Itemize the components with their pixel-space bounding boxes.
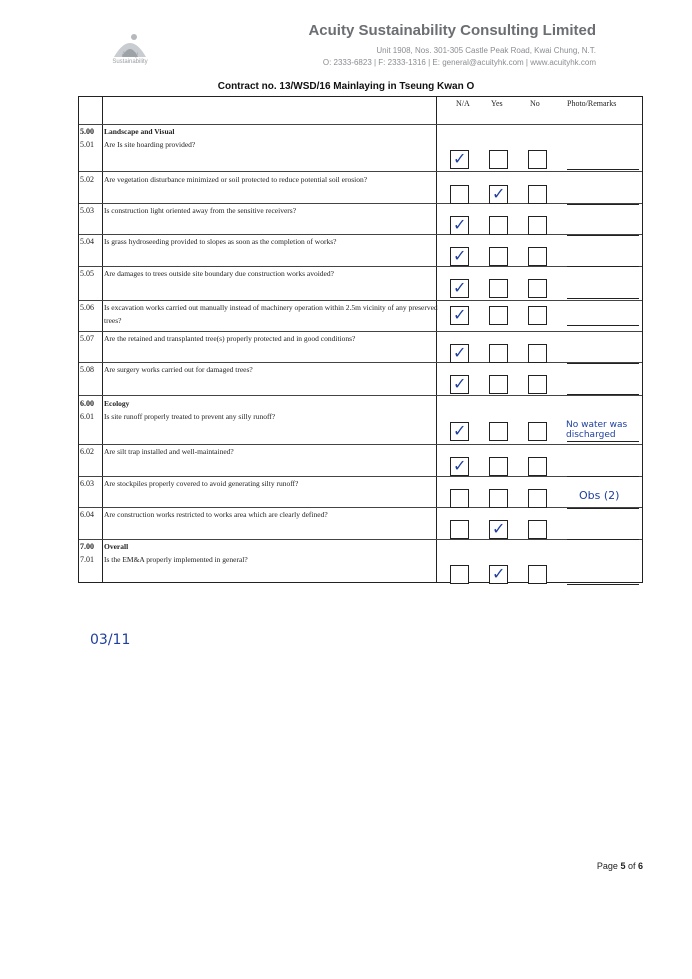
checkbox-no[interactable] [528, 247, 547, 266]
checkbox-na[interactable] [450, 565, 469, 584]
tick-mark-icon: ✓ [453, 456, 467, 475]
item-number: 7.01 [80, 555, 94, 564]
section-heading: Landscape and Visual [104, 127, 175, 136]
logo-text: Acuity Sustainability [112, 52, 148, 65]
checkbox-na[interactable] [450, 520, 469, 539]
item-question: Is the EM&A properly implemented in general? [104, 555, 248, 564]
checkbox-yes[interactable] [489, 375, 508, 394]
checkbox-no[interactable] [528, 185, 547, 204]
checkbox-yes[interactable] [489, 422, 508, 441]
tick-mark-icon: ✓ [453, 421, 467, 440]
item-question: Is site runoff properly treated to prevent any silly runoff? [104, 412, 276, 421]
checkbox-no[interactable] [528, 375, 547, 394]
checkbox-no[interactable] [528, 306, 547, 325]
remarks-line [567, 266, 639, 267]
item-question: Is construction light oriented away from the sensitive receivers? [104, 206, 297, 215]
tick-mark-icon: ✓ [453, 278, 467, 297]
col-divider [102, 97, 103, 582]
section-heading: Ecology [104, 399, 130, 408]
company-address: Unit 1908, Nos. 301-305 Castle Peak Road, Kwai Chung, N.T. [376, 46, 596, 55]
item-number: 5.01 [80, 140, 94, 149]
item-number: 5.04 [80, 237, 94, 246]
remarks-line [567, 441, 639, 442]
checkbox-no[interactable] [528, 216, 547, 235]
header-na: N/A [456, 99, 470, 108]
item-number: 5.07 [80, 334, 94, 343]
item-number: 5.08 [80, 365, 94, 374]
item-question: Are damages to trees outside site boundary due construction works avoided? [104, 269, 334, 278]
company-contact: O: 2333-6823 | F: 2333-1316 | E: general@acuityhk.com | www.acuityhk.com [322, 58, 596, 67]
checkbox-yes[interactable] [489, 150, 508, 169]
remarks-line [567, 325, 639, 326]
item-number: 6.00 [80, 399, 94, 408]
tick-mark-icon: ✓ [492, 184, 506, 203]
remarks-line [567, 539, 639, 540]
item-number: 5.05 [80, 269, 94, 278]
tick-mark-icon: ✓ [492, 564, 506, 583]
page-number: Page 5 of 6 [596, 861, 643, 871]
header-remarks: Photo/Remarks [567, 99, 617, 108]
row-divider [79, 395, 642, 396]
remarks-line [567, 204, 639, 205]
item-number: 5.00 [80, 127, 94, 136]
header-no: No [530, 99, 540, 108]
item-number: 6.02 [80, 447, 94, 456]
remarks-line [567, 508, 639, 509]
item-number: 6.01 [80, 412, 94, 421]
contract-title: Contract no. 13/WSD/16 Mainlaying in Tseung Kwan O [217, 81, 475, 92]
checkbox-no[interactable] [528, 150, 547, 169]
checkbox-na[interactable] [450, 489, 469, 508]
remarks-line [567, 235, 639, 236]
checkbox-yes[interactable] [489, 344, 508, 363]
item-number: 6.04 [80, 510, 94, 519]
handwritten-remark: Obs (2) [579, 489, 620, 502]
checkbox-yes[interactable] [489, 216, 508, 235]
checkbox-yes[interactable] [489, 279, 508, 298]
remarks-line [567, 584, 639, 585]
checkbox-no[interactable] [528, 344, 547, 363]
checkbox-yes[interactable] [489, 247, 508, 266]
remarks-line [567, 476, 639, 477]
checkbox-yes[interactable] [489, 306, 508, 325]
company-name: Acuity Sustainability Consulting Limited [308, 22, 596, 39]
checkbox-yes[interactable] [489, 457, 508, 476]
item-question: Are surgery works carried out for damaged trees? [104, 365, 253, 374]
item-number: 5.06 [80, 303, 94, 312]
tick-mark-icon: ✓ [453, 343, 467, 362]
item-question: Are Is site hoarding provided? [104, 140, 196, 149]
checkbox-no[interactable] [528, 457, 547, 476]
handwritten-date: 03/11 [90, 632, 131, 648]
item-number: 5.02 [80, 175, 94, 184]
row-divider [79, 171, 642, 172]
item-number: 6.03 [80, 479, 94, 488]
remarks-line [567, 363, 639, 364]
tick-mark-icon: ✓ [453, 149, 467, 168]
item-number: 7.00 [80, 542, 94, 551]
tick-mark-icon: ✓ [492, 519, 506, 538]
checkbox-no[interactable] [528, 422, 547, 441]
remarks-line [567, 394, 639, 395]
section-heading: Overall [104, 542, 129, 551]
checkbox-no[interactable] [528, 279, 547, 298]
tick-mark-icon: ✓ [453, 215, 467, 234]
checkbox-no[interactable] [528, 565, 547, 584]
item-question: Are construction works restricted to works area which are clearly defined? [104, 510, 328, 519]
item-number: 5.03 [80, 206, 94, 215]
remarks-line [567, 298, 639, 299]
item-question: Are vegetation disturbance minimized or soil protected to reduce potential soil erosion? [104, 175, 368, 184]
checkbox-na[interactable] [450, 185, 469, 204]
handwritten-remark: No water was discharged [566, 420, 628, 440]
item-question: Are the retained and transplanted tree(s) properly protected and in good conditions? [104, 334, 356, 343]
checklist-table [78, 96, 643, 583]
header-yes: Yes [491, 99, 503, 108]
item-question: Is excavation works carried out manually instead of machinery operation within 2.5m vicinity of any preserved trees? [104, 303, 438, 325]
item-question: Are stockpiles properly covered to avoid generating silty runoff? [104, 479, 299, 488]
tick-mark-icon: ✓ [453, 374, 467, 393]
checkbox-no[interactable] [528, 489, 547, 508]
item-question: Is grass hydroseeding provided to slopes as soon as the completion of works? [104, 237, 337, 246]
tick-mark-icon: ✓ [453, 305, 467, 324]
checkbox-yes[interactable] [489, 489, 508, 508]
checkbox-no[interactable] [528, 520, 547, 539]
tick-mark-icon: ✓ [453, 246, 467, 265]
remarks-line [567, 169, 639, 170]
item-question: Are silt trap installed and well-maintained? [104, 447, 234, 456]
